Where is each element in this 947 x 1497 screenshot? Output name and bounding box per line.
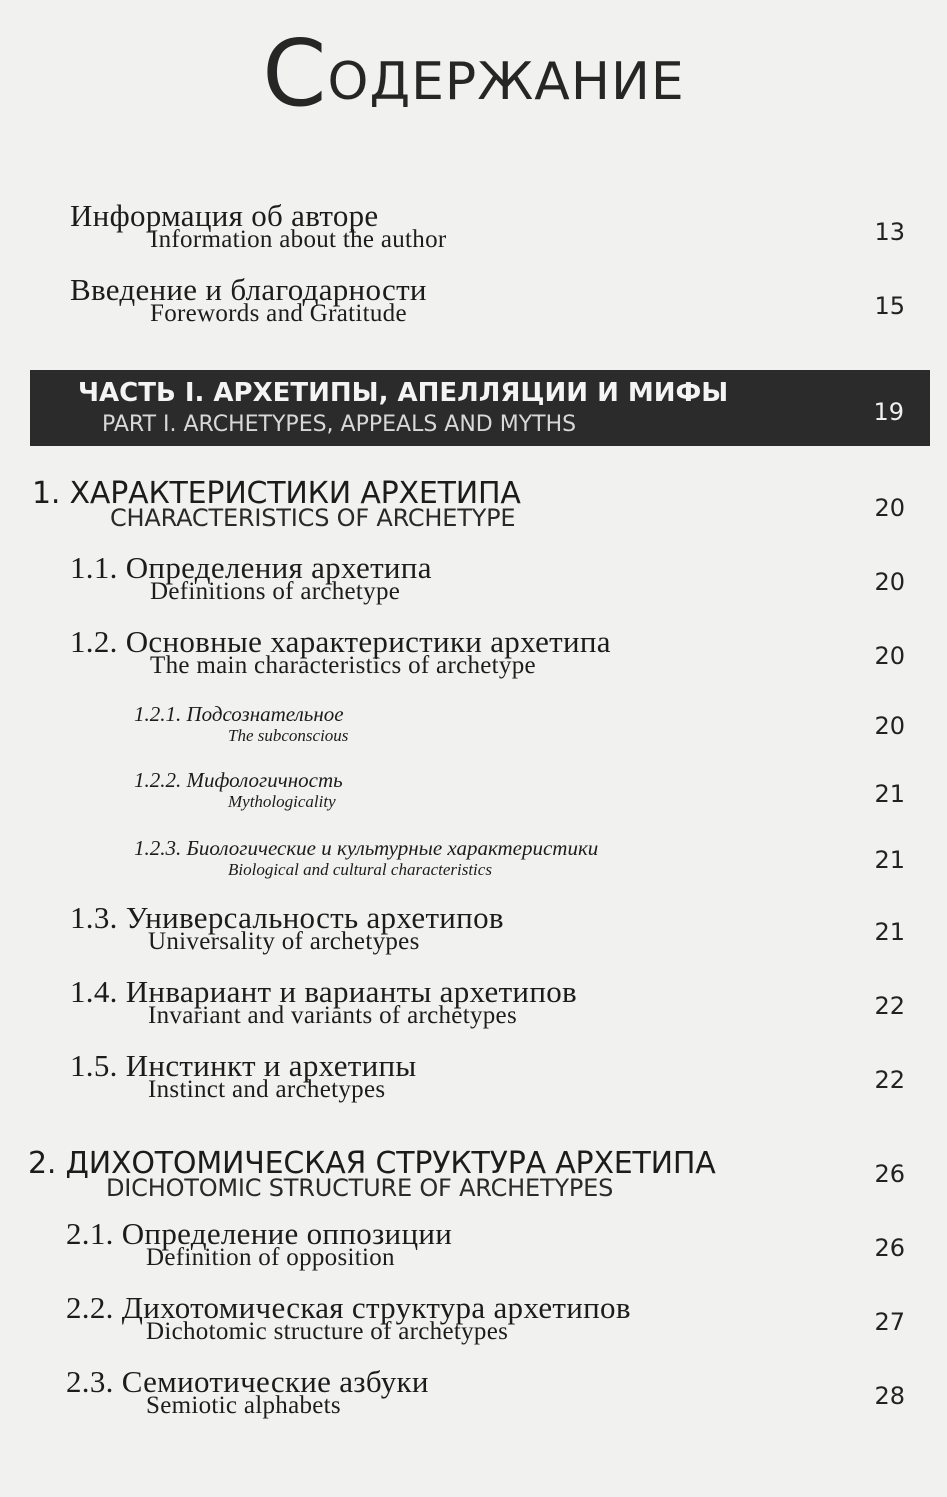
page-number: 22 (874, 1066, 905, 1094)
section-title-en: Instinct and archetypes (148, 1076, 386, 1103)
page-number: 20 (874, 568, 905, 596)
subsection-title-ru: 1.2.2. Мифологичность (134, 768, 343, 792)
chapter-title-ru: 2. ДИХОТОМИЧЕСКАЯ СТРУКТУРА АРХЕТИПА (28, 1146, 716, 1181)
chapter-title-en: CHARACTERISTICS OF ARCHETYPE (110, 504, 516, 532)
chapter-title-ru: 1. ХАРАКТЕРИСТИКИ АРХЕТИПА (32, 476, 521, 511)
subsection-title-en: The subconscious (228, 726, 349, 745)
page-number: 21 (874, 918, 905, 946)
section-title-ru: 1.2. Основные характеристики архетипа (70, 624, 611, 659)
section-title-en: Definition of opposition (146, 1244, 395, 1271)
page-number: 27 (874, 1308, 905, 1336)
title-initial: С (262, 20, 328, 127)
page-number: 13 (874, 218, 905, 246)
page-number: 28 (874, 1382, 905, 1410)
subsection-title-en: Biological and cultural characteristics (228, 860, 492, 879)
section-title-en: Semiotic alphabets (146, 1392, 341, 1419)
page-number: 20 (874, 494, 905, 522)
entry-title-ru: Введение и благодарности (70, 272, 427, 307)
subsection-title-en: Mythologicality (228, 792, 336, 811)
part-title-en: PART I. ARCHETYPES, APPEALS AND MYTHS (102, 412, 577, 437)
page-number: 26 (874, 1160, 905, 1188)
section-title-en: Universality of archetypes (148, 928, 420, 955)
section-title-ru: 2.3. Семиотические азбуки (66, 1364, 429, 1399)
entry-title-en: Forewords and Gratitude (150, 300, 407, 327)
page-number: 26 (874, 1234, 905, 1262)
section-title-en: The main characteristics of archetype (150, 652, 536, 679)
section-title-en: Invariant and variants of archetypes (148, 1002, 517, 1029)
section-title-ru: 1.3. Универсальность архетипов (70, 900, 504, 935)
subsection-title-ru: 1.2.1. Подсознательное (134, 702, 344, 726)
chapter-title-en: DICHOTOMIC STRUCTURE OF ARCHETYPES (106, 1174, 614, 1202)
title-rest: ОДЕРЖАНИЕ (327, 52, 685, 112)
section-title-ru: 1.4. Инвариант и варианты архетипов (70, 974, 577, 1009)
page-number: 21 (874, 780, 905, 808)
page-number: 22 (874, 992, 905, 1020)
page-number: 20 (874, 642, 905, 670)
part-banner[interactable] (30, 370, 930, 446)
page-number: 21 (874, 846, 905, 874)
page-title (0, 20, 947, 127)
page-number: 19 (873, 398, 904, 426)
part-title-ru: ЧАСТЬ I. АРХЕТИПЫ, АПЕЛЛЯЦИИ И МИФЫ (78, 378, 729, 408)
section-title-ru: 1.5. Инстинкт и архетипы (70, 1048, 417, 1083)
entry-title-ru: Информация об авторе (70, 198, 379, 233)
section-title-ru: 2.1. Определение оппозиции (66, 1216, 453, 1251)
section-title-ru: 2.2. Дихотомическая структура архетипов (66, 1290, 631, 1325)
entry-title-en: Information about the author (150, 226, 447, 253)
page-number: 15 (874, 292, 905, 320)
page-number: 20 (874, 712, 905, 740)
subsection-title-ru: 1.2.3. Биологические и культурные характеристики (134, 836, 599, 860)
section-title-en: Dichotomic structure of archetypes (146, 1318, 509, 1345)
section-title-en: Definitions of archetype (150, 578, 401, 605)
section-title-ru: 1.1. Определения архетипа (70, 550, 432, 585)
